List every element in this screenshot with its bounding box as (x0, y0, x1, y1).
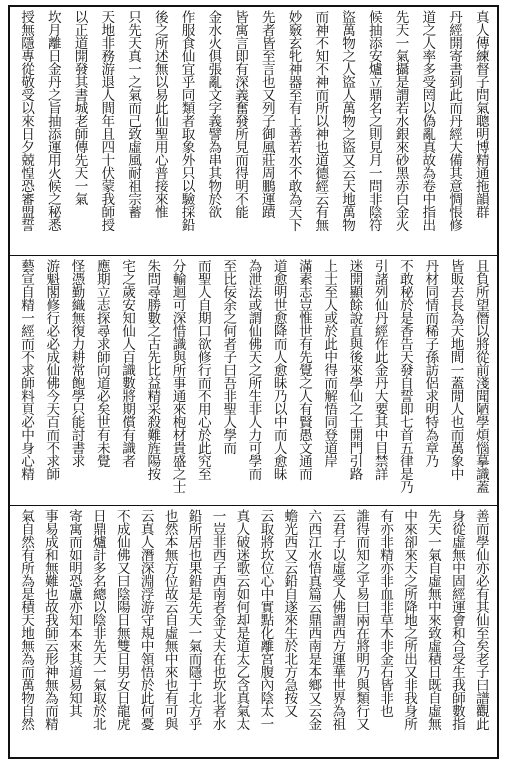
text-column: 應期立志探尋求師向道必矣世有未覺 (93, 259, 110, 467)
text-panel-bottom (10, 506, 497, 757)
text-column: 善而學仙亦必有其仙至矣老子曰譜觀此 (472, 509, 489, 730)
text-column: 皆寓言即有深義奮發所見而得明不能 (232, 10, 248, 218)
text-column: 朱問尋勝數之古先比益精采殺難旌陽按 (144, 259, 161, 480)
text-column: 且負所望僭以將從前淺聞陋學煩惱摹識蓋 (472, 259, 489, 493)
text-column: 氣自然有所為是積天地無為而萬物自然 (18, 509, 34, 730)
text-column: 寄寓而如明恐盧亦知本來其道易知其 (65, 509, 82, 717)
text-column: 坎月離日金丹之旨抽添運用火候之秘悉 (44, 10, 61, 231)
text-column: 授無隱專從敬受以來日夕兢惶恐審盟誓 (18, 10, 34, 231)
text-column: 一豈非西子西南者金丈夫在也坎北者水 (209, 509, 226, 730)
text-column: 藝宣自精一經而不求師料頁必中身心精 (18, 259, 34, 480)
text-column: 怪憑勤織無復力耕常飽學只能討書求 (68, 259, 85, 467)
text-column: 而聖人自期口欲修行而不用心於此究至 (194, 259, 211, 480)
text-column: 中來卻來天之所降地之所出又非我身所 (401, 509, 417, 730)
text-column: 皆販去長為天地間一蓋閒人也而萬象中 (447, 259, 464, 480)
text-column: 天地非務游退人間年且四十伏蒙我師授 (98, 10, 115, 231)
text-column: 先者皆至言也又列子御風莊周鵬運蹟 (258, 10, 275, 218)
text-column: 後之所述無以易此仙聖用心普接來惟 (151, 10, 168, 218)
text-column: 候抽添安爐立鼎名之則見月一問非陰符 (365, 10, 382, 231)
text-column: 只先天真一之氣而己致虛風耐祖宗蓄 (125, 10, 141, 218)
text-column: 不成仙佛又曰陰陽日無雙日男女日龍虎 (113, 509, 130, 730)
text-column: 云真人潛深淵浮游守規中領悟於此何憂 (137, 509, 154, 730)
text-column: 鉛所居也果鉛是先天一氣而隱于北方乎 (185, 509, 202, 730)
text-column: 作服食仙宜乎同類者取象外只以驗採鉛 (178, 10, 195, 231)
scripture-page (8, 5, 499, 759)
text-column: 滿素志豈惟世有先覺之人有賢愚文通而 (295, 259, 312, 480)
text-column: 云君子以虛受人佛謂西方運華世界為祖 (329, 509, 346, 730)
text-column: 上士至人或於此中得而解悟同登道岸 (321, 259, 338, 467)
text-column: 蟾光西又云鉛自遂來生於北方急按又 (281, 509, 298, 717)
text-column: 道愈明世愈降而人愈昧乃以中而人愈昧 (270, 259, 287, 480)
text-column: 不敢秘於是香告天發自誓即七首五律是乃 (396, 259, 413, 493)
text-column: 而神不知不神而所以神也道德經云有無 (312, 10, 329, 231)
text-column: 先天一氣自虛無中來致虛積日既自虛無 (424, 509, 441, 730)
text-column: 分輸迴可深惜識與所事通來枹材貴盛之士 (169, 259, 186, 493)
text-column: 六西江水悟真篇云鼎西南是本鄉又云金 (305, 509, 322, 730)
text-column: 事易成和無難也故我師云形神無為而精 (41, 509, 58, 730)
text-column: 為泄法或謂仙佛天之所生非人力可學而 (245, 259, 262, 480)
text-column: 盜萬物之人盜人萬物之盜又云天地萬物 (339, 10, 355, 231)
text-column: 誰得而知之乎易曰兩在將明乃與類行又 (353, 509, 370, 730)
text-column: 真人破迷歌云如何却是道太乙含真氣太 (233, 509, 250, 730)
text-column: 先天一氣攝是謂若水銀來砂黑赤白金火 (392, 10, 409, 231)
text-column: 引諸列仙丹經作此金丹大要其中目禁詳 (371, 259, 388, 480)
text-column: 也然本無方位故云自虛無中來也有可與 (161, 509, 178, 730)
text-column: 迷開顯餘說直與後來學仙之士開門引路 (346, 259, 363, 480)
text-column: 宅之歲安知仙人百識數將期償有識者 (119, 259, 136, 467)
text-column: 至比佞余之何者子曰吾非聖人學而 (220, 259, 237, 454)
text-column: 云取將坎位心中實點化離宮腹內陰太一 (257, 509, 274, 730)
text-panel-top (10, 7, 497, 256)
text-column: 游魁閣修行必必成仙佛今天百而不求師 (43, 259, 60, 480)
text-column: 以正道開發其書城老師傳先天一氣 (71, 10, 88, 205)
text-column: 丹材同情而稀子孫訪侶求明特為章乃 (422, 259, 439, 467)
text-column: 道之人率多受罔以偽亂真故為卷中指出 (419, 10, 436, 231)
text-column: 身從虛無中固經運會和合受生我師數指 (448, 509, 465, 730)
text-panel-middle (10, 256, 497, 506)
text-column: 日鼎爐計多名總以陰非先天一氣取於北 (89, 509, 106, 730)
text-column: 真人傳練督子問氣聰明博精通拖韻群 (472, 10, 489, 218)
text-column: 丹經開寄書到此而丹經大備其意惆悵修 (446, 10, 462, 231)
text-column: 妙竅玄牝神器至有上善若水不敢為天下 (285, 10, 302, 231)
text-column: 有亦非精亦非血非草木非金石皆非也 (377, 509, 394, 717)
text-column: 金水火俱張亂文字義譬為串其物於欲 (205, 10, 222, 218)
